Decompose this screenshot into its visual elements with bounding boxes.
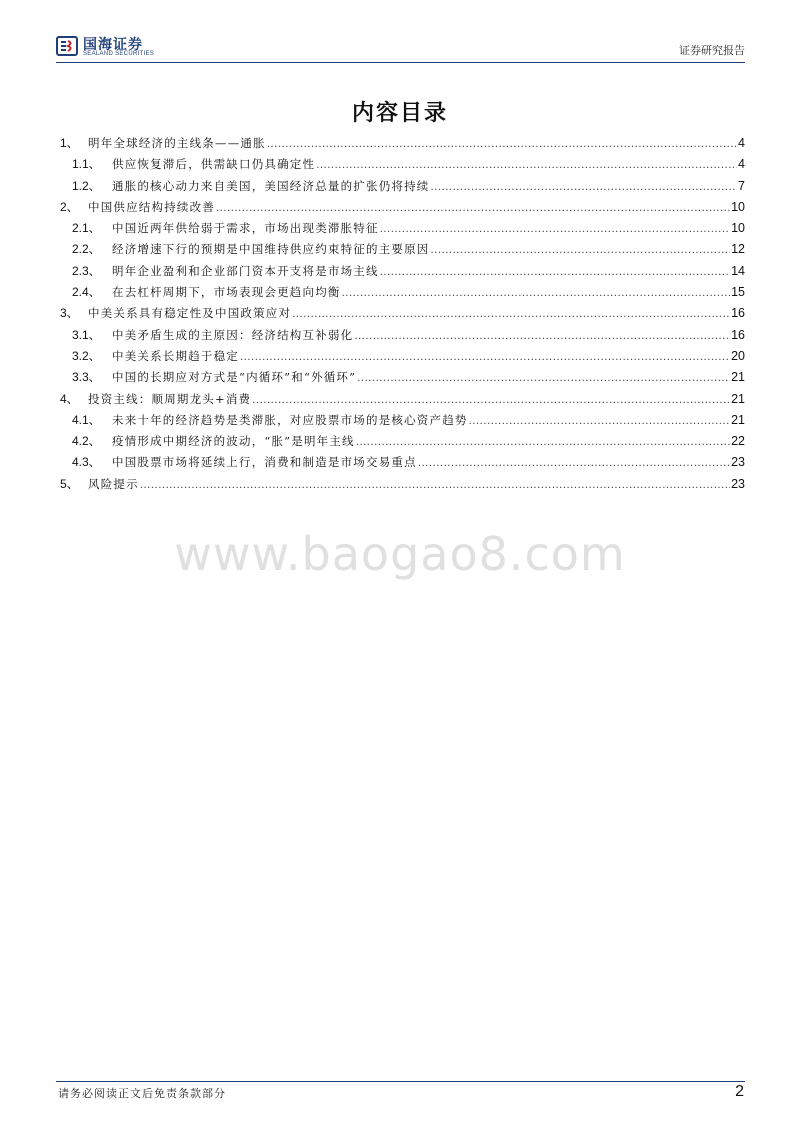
toc-entry-title: 通胀的核心动力来自美国，美国经济总量的扩张仍将持续	[112, 178, 430, 193]
toc-leader-dots	[216, 198, 730, 219]
report-type-label: 证券研究报告	[679, 44, 745, 57]
toc-entry-title: 供应恢复滞后，供需缺口仍具确定性	[112, 157, 316, 172]
toc-entry-page: 21	[731, 391, 745, 406]
brand-name-en: SEALAND SECURITIES	[83, 51, 155, 57]
toc-leader-dots	[357, 368, 730, 389]
toc-entry-title: 未来十年的经济趋势是类滞胀，对应股票市场的是核心资产趋势	[112, 412, 468, 427]
toc-entry-page: 4	[738, 157, 745, 172]
toc-entry[interactable]	[56, 154, 745, 175]
toc-entry[interactable]	[56, 197, 745, 218]
footer-divider	[56, 1081, 745, 1082]
toc-entry[interactable]	[56, 410, 745, 431]
watermark-text: www.baogao8.com	[174, 527, 626, 581]
toc-entry-page: 21	[731, 370, 745, 385]
table-of-contents	[56, 133, 745, 495]
toc-entry[interactable]	[56, 346, 745, 367]
toc-entry-number: 1.1、	[72, 157, 101, 172]
toc-entry-title: 中国的长期应对方式是“内循环”和“外循环”	[112, 370, 357, 385]
toc-entry[interactable]	[56, 261, 745, 282]
toc-entry-number: 5、	[60, 476, 79, 491]
toc-entry-title: 疫情形成中期经济的波动，“胀”是明年主线	[112, 434, 355, 449]
toc-entry-page: 23	[731, 476, 745, 491]
toc-leader-dots	[418, 453, 730, 474]
toc-entry[interactable]	[56, 431, 745, 452]
toc-entry[interactable]	[56, 239, 745, 260]
toc-leader-dots	[431, 240, 731, 261]
toc-entry-number: 2、	[60, 199, 79, 214]
toc-entry-page: 15	[731, 285, 745, 300]
page-number: 2	[735, 1083, 744, 1100]
toc-leader-dots	[252, 390, 730, 411]
toc-entry-page: 10	[731, 221, 745, 236]
toc-leader-dots	[380, 219, 730, 240]
toc-entry-number: 4.1、	[72, 412, 101, 427]
toc-leader-dots	[356, 432, 730, 453]
toc-entry-title: 在去杠杆周期下，市场表现会更趋向均衡	[112, 285, 341, 300]
toc-entry-title: 中国近两年供给弱于需求，市场出现类滞胀特征	[112, 221, 379, 236]
toc-entry-page: 14	[731, 263, 745, 278]
toc-leader-dots	[342, 283, 730, 304]
toc-entry-title: 中国供应结构持续改善	[88, 199, 215, 214]
toc-entry-page: 10	[731, 199, 745, 214]
page-header	[56, 30, 745, 62]
toc-entry-title: 明年全球经济的主线条——通胀	[88, 136, 266, 150]
toc-entry-title: 中国股票市场将延续上行，消费和制造是市场交易重点	[112, 455, 417, 470]
toc-leader-dots	[380, 262, 730, 283]
toc-entry-page: 12	[731, 242, 745, 257]
toc-entry-number: 1.2、	[72, 178, 101, 193]
toc-entry[interactable]	[56, 474, 745, 495]
toc-entry-page: 22	[731, 434, 745, 449]
sealand-logo-icon	[56, 35, 78, 57]
toc-entry-number: 2.2、	[72, 242, 101, 257]
toc-entry[interactable]	[56, 452, 745, 473]
toc-leader-dots	[292, 304, 730, 325]
toc-entry-title: 中美关系长期趋于稳定	[112, 348, 239, 363]
toc-leader-dots	[431, 177, 738, 198]
toc-leader-dots	[354, 326, 730, 347]
brand-name-cn: 国海证券	[83, 37, 143, 53]
toc-entry-number: 3.3、	[72, 370, 101, 385]
toc-entry-page: 21	[731, 412, 745, 427]
toc-entry-title: 中美矛盾生成的主原因：经济结构互补弱化	[112, 327, 354, 342]
toc-leader-dots	[140, 475, 730, 496]
toc-leader-dots	[316, 155, 737, 176]
toc-entry-number: 4.3、	[72, 455, 101, 470]
toc-entry-number: 4.2、	[72, 434, 101, 449]
toc-entry[interactable]	[56, 325, 745, 346]
toc-entry[interactable]	[56, 303, 745, 324]
toc-entry[interactable]	[56, 389, 745, 410]
toc-entry-number: 4、	[60, 391, 79, 406]
toc-entry-page: 16	[731, 306, 745, 321]
toc-entry[interactable]	[56, 133, 745, 154]
toc-entry-title: 中美关系具有稳定性及中国政策应对	[88, 306, 292, 321]
toc-title: 内容目录	[351, 101, 448, 126]
footer-disclaimer: 请务必阅读正文后免责条款部分	[58, 1087, 226, 1100]
toc-entry-page: 20	[731, 348, 745, 363]
toc-entry[interactable]	[56, 282, 745, 303]
toc-entry[interactable]	[56, 176, 745, 197]
toc-entry-page: 16	[731, 327, 745, 342]
toc-entry-title: 风险提示	[88, 476, 139, 491]
toc-leader-dots	[469, 411, 730, 432]
toc-leader-dots	[240, 347, 730, 368]
toc-entry-number: 2.3、	[72, 263, 101, 278]
toc-entry[interactable]	[56, 367, 745, 388]
toc-entry-number: 3.1、	[72, 327, 101, 342]
header-divider	[56, 62, 745, 63]
toc-leader-dots	[267, 134, 737, 155]
toc-entry[interactable]	[56, 218, 745, 239]
toc-entry-number: 1、	[60, 136, 79, 150]
toc-entry-title: 明年企业盈利和企业部门资本开支将是市场主线	[112, 263, 379, 278]
toc-entry-number: 3.2、	[72, 348, 101, 363]
toc-entry-title: 经济增速下行的预期是中国维持供应约束特征的主要原因	[112, 242, 430, 257]
toc-entry-number: 2.1、	[72, 221, 101, 236]
toc-entry-page: 7	[738, 178, 745, 193]
toc-entry-page: 4	[738, 136, 745, 150]
toc-entry-title: 投资主线：顺周期龙头+消费	[88, 391, 252, 406]
toc-entry-page: 23	[731, 455, 745, 470]
toc-entry-number: 2.4、	[72, 285, 101, 300]
toc-entry-number: 3、	[60, 306, 79, 321]
